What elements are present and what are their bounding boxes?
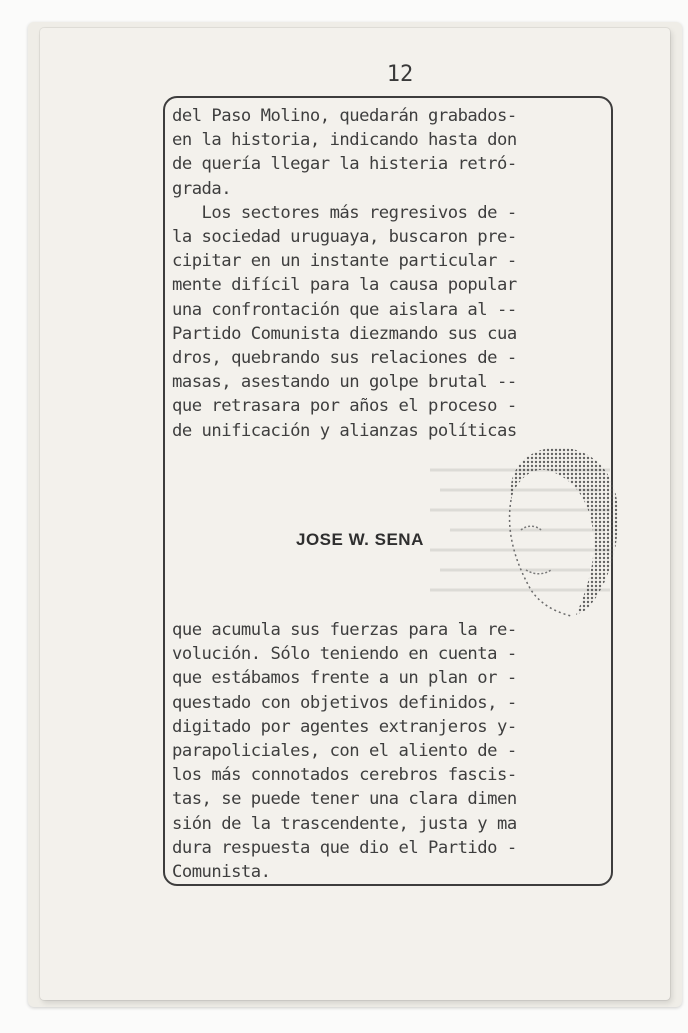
text-line-top-6: la sociedad uruguaya, buscaron pre- xyxy=(172,227,517,248)
text-line-bottom-2: volución. Sólo teniendo en cuenta - xyxy=(172,644,517,665)
text-line-bottom-7: los más connotados cerebros fascis- xyxy=(172,765,517,786)
text-line-bottom-1: que acumula sus fuerzas para la re- xyxy=(172,620,517,640)
text-line-bottom-9: sión de la trascendente, justa y ma xyxy=(172,813,517,834)
text-line-top-12: masas, asestando un golpe brutal -- xyxy=(172,372,517,393)
text-line-top-13: que retrasara por años el proceso - xyxy=(172,396,517,417)
text-line-top-10: Partido Comunista diezmando sus cua xyxy=(172,323,517,344)
text-line-top-14: de unificación y alianzas políticas xyxy=(172,420,517,441)
text-line-bottom-3: que estábamos frente a un plan or - xyxy=(172,668,517,689)
article-text-bottom xyxy=(172,618,612,884)
portrait-image xyxy=(486,440,626,620)
text-line-bottom-4: questado con objetivos definidos, - xyxy=(172,692,517,713)
photo-caption: JOSE W. SENA xyxy=(296,530,424,549)
text-line-bottom-11: Comunista. xyxy=(172,862,271,883)
text-line-bottom-10: dura respuesta que dio el Partido - xyxy=(172,837,517,858)
text-line-top-7: cipitar en un instante particular - xyxy=(172,251,517,272)
text-line-top-9: una confrontación que aislara al -- xyxy=(172,299,517,320)
text-line-bottom-5: digitado por agentes extranjeros y- xyxy=(172,716,517,737)
text-line-top-2: en la historia, indicando hasta don xyxy=(172,130,517,151)
text-line-top-5: Los sectores más regresivos de - xyxy=(172,202,517,223)
text-line-bottom-8: tas, se puede tener una clara dimen xyxy=(172,789,517,810)
text-line-top-3: de quería llegar la histeria retró- xyxy=(172,154,517,175)
article-text-top xyxy=(172,104,612,443)
text-line-top-1: del Paso Molino, quedarán grabados- xyxy=(172,106,517,126)
text-line-bottom-6: parapoliciales, con el aliento de - xyxy=(172,741,517,762)
page-number: 12 xyxy=(386,62,414,87)
text-line-top-4: grada. xyxy=(172,178,232,199)
text-line-top-8: mente difícil para la causa popular xyxy=(172,275,517,296)
text-line-top-11: dros, quebrando sus relaciones de - xyxy=(172,348,517,369)
